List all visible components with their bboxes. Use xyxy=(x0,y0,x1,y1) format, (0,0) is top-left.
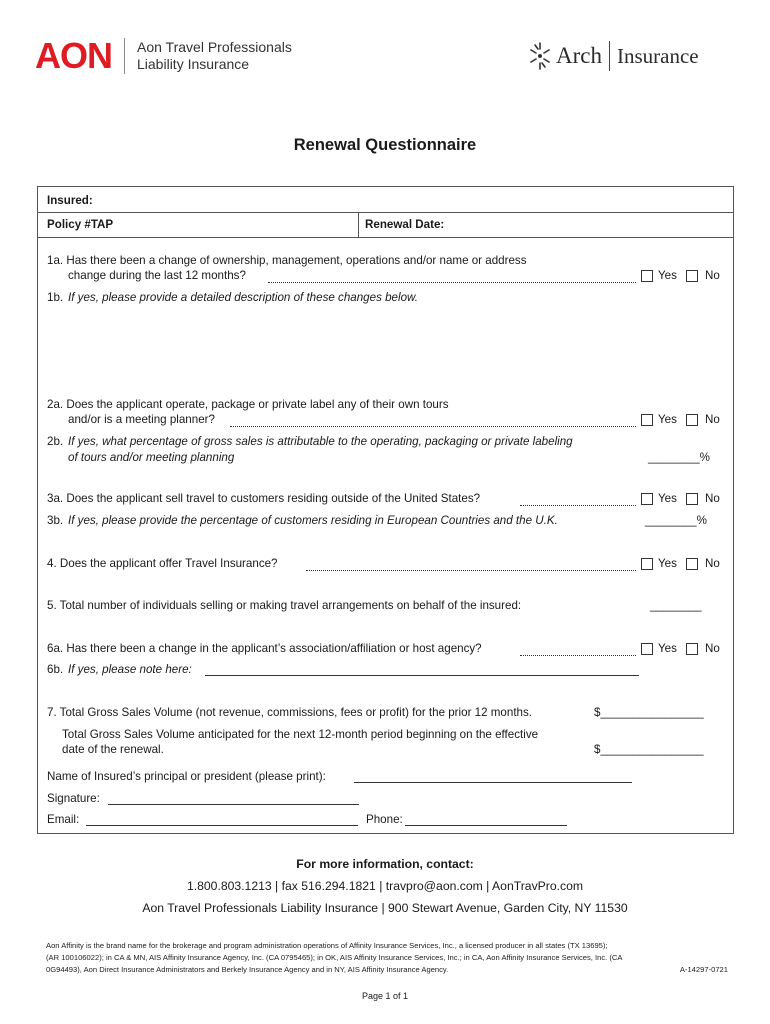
q7-amount-blank[interactable]: $________________ xyxy=(594,706,704,719)
q2b-number: 2b. xyxy=(47,435,64,448)
aon-tagline xyxy=(137,39,292,73)
form-code: A-14297-0721 xyxy=(679,965,728,974)
q1b-number: 1b. xyxy=(47,291,64,304)
yes-label: Yes xyxy=(658,269,677,282)
divider xyxy=(38,212,733,213)
arch-star-icon xyxy=(528,41,552,71)
arch-insurance-word: Insurance xyxy=(616,43,699,68)
aon-logo: AON xyxy=(35,35,112,76)
q6a-no-checkbox[interactable] xyxy=(686,643,698,655)
q7b-text-line2: date of the renewal. xyxy=(62,743,164,756)
q1a-no-checkbox[interactable] xyxy=(686,270,698,282)
q7b-text-line1: Total Gross Sales Volume anticipated for the next 12-month period beginning on the effective xyxy=(62,728,539,741)
policy-label[interactable]: Policy #TAP xyxy=(47,218,114,231)
q4-text: 4. Does the applicant offer Travel Insurance? xyxy=(47,557,278,570)
disclaimer-line3: 0G94493), Aon Direct Insurance Administrators and Berkely Insurance Agency and in NY, AIS Affinity Insurance Agency. xyxy=(46,965,449,974)
q6b-text: If yes, please note here: xyxy=(68,663,192,676)
leader-dots xyxy=(520,497,636,506)
q1b-description-area[interactable] xyxy=(47,310,717,390)
q3a-text: 3a. Does the applicant sell travel to customers residing outside of the United States? xyxy=(47,492,481,505)
email-label: Email: xyxy=(47,813,80,826)
signature-label: Signature: xyxy=(47,792,100,805)
page-number: Page 1 of 1 xyxy=(361,991,409,1001)
q2a-yes-checkbox[interactable] xyxy=(641,414,653,426)
no-label: No xyxy=(705,269,720,282)
q6a-yes-checkbox[interactable] xyxy=(641,643,653,655)
arch-insurance-logo xyxy=(528,40,699,72)
page-title: Renewal Questionnaire xyxy=(293,136,477,154)
q2b-percent-blank[interactable]: ________% xyxy=(648,451,710,464)
divider xyxy=(358,212,359,237)
q1b-text: If yes, please provide a detailed description of these changes below. xyxy=(68,291,418,304)
email-line[interactable] xyxy=(86,825,358,826)
no-label: No xyxy=(705,642,720,655)
q1a-yes-checkbox[interactable] xyxy=(641,270,653,282)
yes-label: Yes xyxy=(658,557,677,570)
q3b-number: 3b. xyxy=(47,514,64,527)
q2a-text-line2: and/or is a meeting planner? xyxy=(68,413,215,426)
yes-label: Yes xyxy=(658,413,677,426)
q1a-text-line1: 1a. Has there been a change of ownership, management, operations and/or name or address xyxy=(47,254,527,267)
q3a-yes-checkbox[interactable] xyxy=(641,493,653,505)
q7-text: 7. Total Gross Sales Volume (not revenue, commissions, fees or profit) for the prior 12 months. xyxy=(47,706,533,719)
contact-address: Aon Travel Professionals Liability Insurance | 900 Stewart Avenue, Garden City, NY 11530 xyxy=(142,901,628,915)
q2b-text-line1: If yes, what percentage of gross sales is attributable to the operating, packaging or private labeling xyxy=(68,435,573,448)
q2a-no-checkbox[interactable] xyxy=(686,414,698,426)
q1a-text-line2: change during the last 12 months? xyxy=(68,269,246,282)
contact-line1[interactable]: 1.800.803.1213 | fax 516.294.1821 | travpro@aon.com | AonTravPro.com xyxy=(186,879,584,893)
leader-dots xyxy=(230,418,636,427)
insured-label[interactable]: Insured: xyxy=(47,194,93,207)
no-label: No xyxy=(705,413,720,426)
q2b-text-line2: of tours and/or meeting planning xyxy=(68,451,235,464)
q3a-no-checkbox[interactable] xyxy=(686,493,698,505)
yes-label: Yes xyxy=(658,492,677,505)
aon-tagline-line2: Liability Insurance xyxy=(137,56,250,72)
q2a-text-line1: 2a. Does the applicant operate, package or private label any of their own tours xyxy=(47,398,449,411)
disclaimer xyxy=(46,940,728,976)
arch-name: Arch xyxy=(556,43,602,68)
aon-tagline-line1: Aon Travel Professionals xyxy=(137,39,292,55)
disclaimer-line1: Aon Affinity is the brand name for the brokerage and program administration operations of Affinity Insurance Services, Inc., a licensed producer in all states (TX 13695); xyxy=(46,941,608,950)
q5-text: 5. Total number of individuals selling or making travel arrangements on behalf of the insured: xyxy=(47,599,522,612)
principal-name-line[interactable] xyxy=(354,782,632,783)
no-label: No xyxy=(705,492,720,505)
disclaimer-line2: (AR 100106022); in CA & MN, AIS Affinity Insurance Agency, Inc. (CA 0795465); in OK, AIS Affinity Insurance Services, Inc.; in CA, Aon Affinity Insurance Services, Inc. (CA xyxy=(46,953,623,962)
leader-dots xyxy=(520,647,636,656)
q4-no-checkbox[interactable] xyxy=(686,558,698,570)
aon-logo-divider xyxy=(124,38,125,74)
yes-label: Yes xyxy=(658,642,677,655)
signature-line[interactable] xyxy=(108,804,359,805)
no-label: No xyxy=(705,557,720,570)
disclaimer-line3-row xyxy=(46,964,728,976)
contact-heading: For more information, contact: xyxy=(296,857,474,871)
divider xyxy=(38,237,733,238)
q4-yes-checkbox[interactable] xyxy=(641,558,653,570)
q5-count-blank[interactable]: ________ xyxy=(650,599,702,612)
phone-line[interactable] xyxy=(405,825,567,826)
q3b-text: If yes, please provide the percentage of customers residing in European Countries and the U.K. xyxy=(68,514,558,527)
leader-dots xyxy=(306,562,636,571)
q7b-amount-blank[interactable]: $________________ xyxy=(594,743,704,756)
q3b-percent-blank[interactable]: ________% xyxy=(645,514,707,527)
leader-dots xyxy=(268,274,636,283)
phone-label: Phone: xyxy=(366,813,403,826)
q6b-answer-line[interactable] xyxy=(205,675,639,676)
arch-divider xyxy=(609,41,610,71)
renewal-date-label[interactable]: Renewal Date: xyxy=(365,218,445,231)
principal-label: Name of Insured’s principal or president (please print): xyxy=(47,770,326,783)
q6b-number: 6b. xyxy=(47,663,64,676)
q6a-text: 6a. Has there been a change in the applicant’s association/affiliation or host agency? xyxy=(47,642,482,655)
